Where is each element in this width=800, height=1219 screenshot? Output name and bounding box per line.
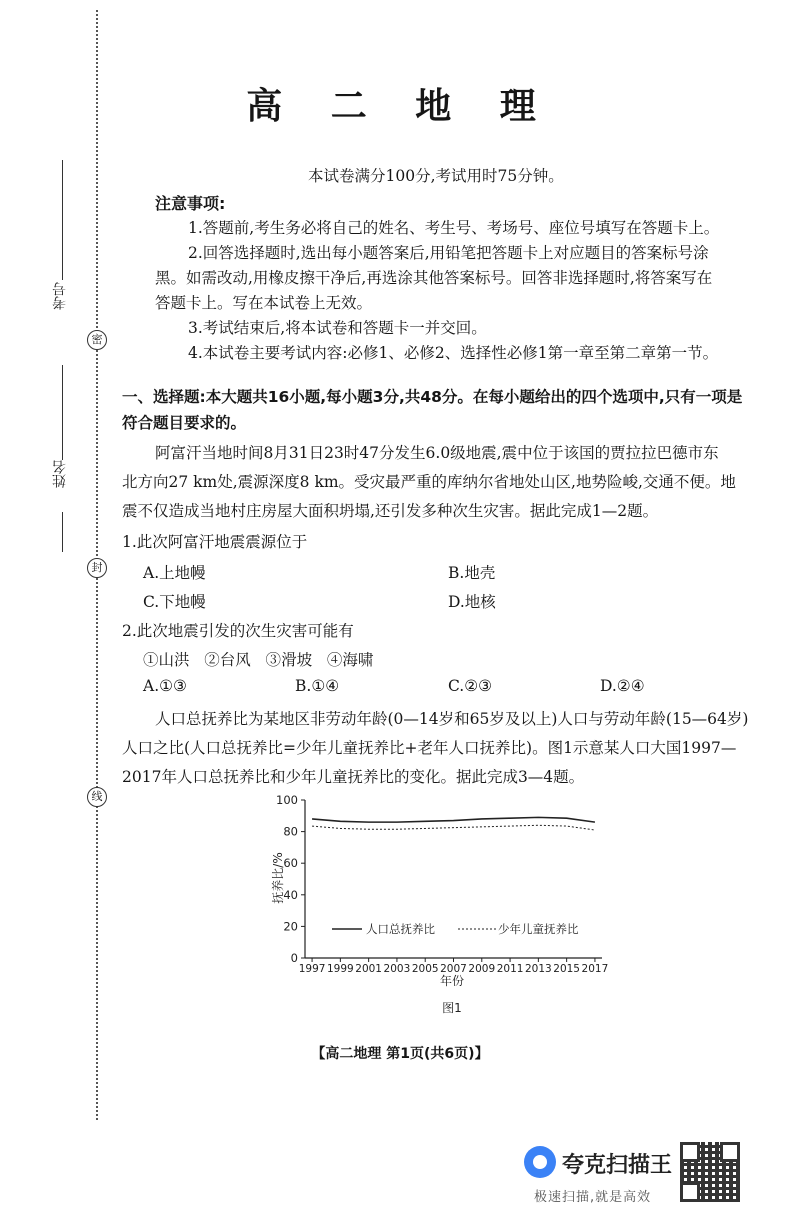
section-1-heading-line-2: 符合题目要求的。 xyxy=(122,414,247,432)
section-1-heading-line-1: 一、选择题:本大题共16小题,每小题3分,共48分。在每小题给出的四个选项中,只有一项是 xyxy=(122,388,743,406)
notice-item-1: 1.答题前,考生务必将自己的姓名、考生号、考场号、座位号填写在答题卡上。 xyxy=(188,219,720,237)
exam-intro: 本试卷满分100分,考试用时75分钟。 xyxy=(308,167,564,185)
scanner-logo-icon xyxy=(524,1146,556,1178)
y-tick-label: 0 xyxy=(290,951,298,965)
seal-feng-mark: 封 xyxy=(87,558,107,578)
y-tick-label: 80 xyxy=(283,824,298,839)
margin-underline-lower xyxy=(62,512,63,552)
x-tick-label: 2015 xyxy=(553,963,581,975)
notice-item-2-line-2: 黑。如需改动,用橡皮擦干净后,再选涂其他答案标号。回答非选择题时,将答案写在 xyxy=(155,269,713,287)
x-tick-label: 2013 xyxy=(524,963,552,975)
x-tick-label: 1999 xyxy=(326,963,354,975)
series-line-child-dependency xyxy=(312,825,595,830)
question-2-option-c: C.②③ xyxy=(448,677,493,695)
notice-heading: 注意事项: xyxy=(155,194,226,213)
x-tick-label: 2007 xyxy=(440,963,467,975)
seal-mi-mark: 密 xyxy=(87,330,107,350)
passage-2-line-3: 2017年人口总抚养比和少年儿童抚养比的变化。据此完成3—4题。 xyxy=(122,768,585,786)
x-tick-label: 2011 xyxy=(496,963,524,975)
passage-1-line-3: 震不仅造成当地村庄房屋大面积坍塌,还引发多种次生灾害。据此完成1—2题。 xyxy=(122,502,659,520)
question-1-option-b: B.地壳 xyxy=(448,564,496,582)
question-1-stem: 1.此次阿富汗地震震源位于 xyxy=(122,533,308,551)
exam-no-label: 考号 xyxy=(52,282,68,310)
y-tick-label: 40 xyxy=(283,887,298,902)
x-tick-label: 1997 xyxy=(298,963,326,975)
passage-2-line-1: 人口总抚养比为某地区非劳动年龄(0—14岁和65岁及以上)人口与劳动年龄(15—64岁) xyxy=(155,710,749,728)
x-tick-label: 2005 xyxy=(411,963,439,975)
question-2-option-d: D.②④ xyxy=(600,677,645,695)
passage-2-line-2: 人口之比(人口总抚养比=少年儿童抚养比+老年人口抚养比)。图1示意某人口大国1997— xyxy=(122,739,737,757)
x-tick-label: 2001 xyxy=(355,963,383,975)
name-underline xyxy=(62,365,63,460)
x-tick-label: 2003 xyxy=(383,963,411,975)
x-tick-label: 2017 xyxy=(581,963,609,975)
series-line-total-dependency xyxy=(312,817,595,822)
exam-no-underline xyxy=(62,160,63,280)
question-1-option-a: A.上地幔 xyxy=(143,564,206,582)
figure-1-line-chart xyxy=(262,790,612,1020)
scanner-slogan: 极速扫描,就是高效 xyxy=(534,1190,652,1205)
question-2-stem: 2.此次地震引发的次生灾害可能有 xyxy=(122,622,354,640)
notice-item-2-line-3: 答题卡上。写在本试卷上无效。 xyxy=(155,294,373,312)
qr-code-icon xyxy=(680,1142,740,1202)
question-1-option-c: C.下地幔 xyxy=(143,593,206,611)
y-axis-label: 抚养比/% xyxy=(271,852,285,904)
figure-caption: 图1 xyxy=(442,1001,462,1015)
x-axis-label: 年份 xyxy=(439,974,465,988)
passage-1-line-2: 北方向27 km处,震源深度8 km。受灾最严重的库纳尔省地处山区,地势险峻,交通不便。地 xyxy=(122,473,736,491)
passage-1-line-1: 阿富汗当地时间8月31日23时47分发生6.0级地震,震中位于该国的贾拉拉巴德市东 xyxy=(155,444,719,462)
legend-total-dependency-label: 人口总抚养比 xyxy=(366,922,435,936)
legend-child-dependency-label: 少年儿童抚养比 xyxy=(498,922,579,936)
y-tick-label: 20 xyxy=(283,919,298,934)
scanner-brand: 夸克扫描王 xyxy=(562,1153,673,1178)
y-tick-label: 60 xyxy=(283,856,298,871)
notice-item-3: 3.考试结束后,将本试卷和答题卡一并交回。 xyxy=(188,319,487,337)
seal-xian-mark: 线 xyxy=(87,787,107,807)
question-2-option-b: B.①④ xyxy=(295,677,340,695)
question-1-option-d: D.地核 xyxy=(448,593,496,611)
page-title: 高 二 地 理 xyxy=(246,86,554,127)
notice-item-2-line-1: 2.回答选择题时,选出每小题答案后,用铅笔把答题卡上对应题目的答案标号涂 xyxy=(188,244,709,262)
notice-item-4: 4.本试卷主要考试内容:必修1、必修2、选择性必修1第一章至第二章第一节。 xyxy=(188,344,719,362)
question-2-items: ①山洪 ②台风 ③滑坡 ④海啸 xyxy=(143,651,374,669)
y-tick-label: 100 xyxy=(276,793,298,807)
question-2-option-a: A.①③ xyxy=(143,677,187,695)
name-label-partial: 姓名 xyxy=(52,460,68,488)
x-tick-label: 2009 xyxy=(468,963,496,975)
page-footer: 【高二地理 第1页(共6页)】 xyxy=(311,1046,489,1062)
